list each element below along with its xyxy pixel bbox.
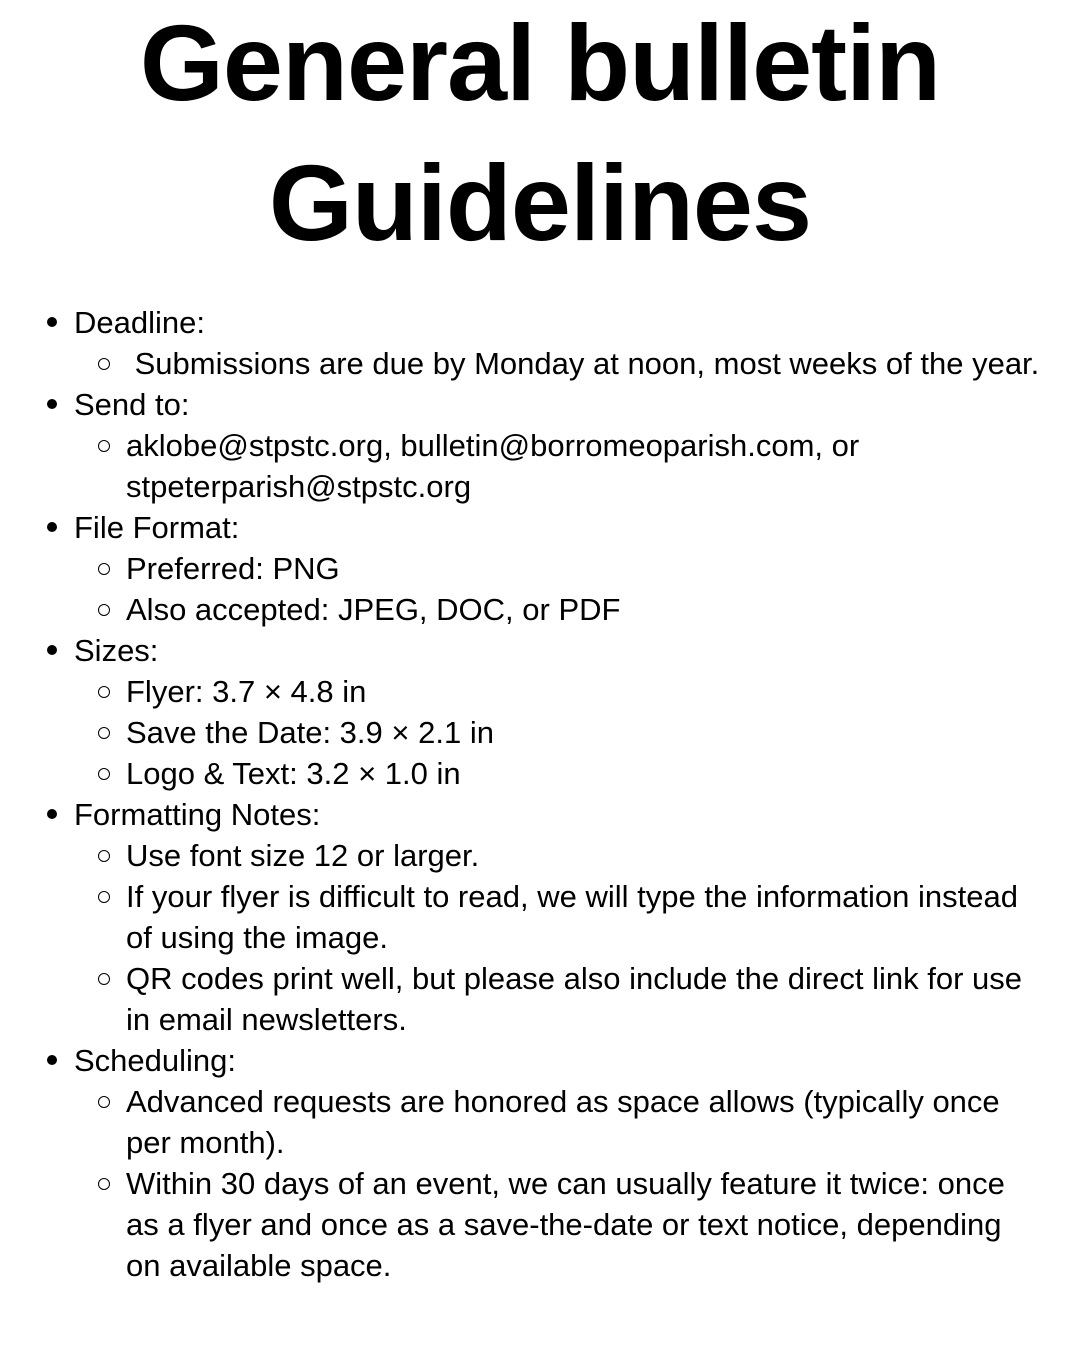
section-label — [0, 1040, 1044, 1081]
section-items — [0, 425, 1044, 507]
bullet-circle-icon — [98, 891, 110, 903]
guideline-item-text: Save the Date: 3.9 × 2.1 in — [126, 715, 494, 750]
guideline-item-text: QR codes print well, but please also include the direct link for use in email newsletters. — [126, 961, 1031, 1037]
section-label — [0, 507, 1044, 548]
section-label-text: Formatting Notes: — [74, 797, 321, 832]
bullet-circle-icon — [98, 1178, 110, 1190]
section-label — [0, 794, 1044, 835]
guideline-item-text: Flyer: 3.7 × 4.8 in — [126, 674, 367, 709]
guideline-item-text: If your flyer is difficult to read, we will type the information instead of using the image. — [126, 879, 1027, 955]
section-label-text: Sizes: — [74, 633, 159, 668]
guideline-section — [0, 384, 1044, 507]
bullet-circle-icon — [98, 727, 110, 739]
guideline-section — [0, 507, 1044, 630]
guideline-item-text: Logo & Text: 3.2 × 1.0 in — [126, 756, 461, 791]
guideline-item — [0, 1081, 1044, 1163]
guideline-section — [0, 630, 1044, 794]
guideline-item — [0, 425, 1044, 507]
page-title: General bulletin Guidelines — [139, 2, 941, 263]
guideline-item — [0, 712, 1044, 753]
bullet-circle-icon — [98, 358, 110, 370]
guideline-item — [0, 753, 1044, 794]
guideline-item — [0, 835, 1044, 876]
guideline-item-text: Advanced requests are honored as space allows (typically once per month). — [126, 1084, 1009, 1160]
bullet-circle-icon — [98, 563, 110, 575]
bullet-disc-icon — [47, 399, 57, 409]
guideline-item-text: Use font size 12 or larger. — [126, 838, 480, 873]
section-items — [0, 343, 1044, 384]
bullet-circle-icon — [98, 768, 110, 780]
section-label — [0, 384, 1044, 425]
bullet-circle-icon — [98, 604, 110, 616]
guideline-item — [0, 876, 1044, 958]
bullet-circle-icon — [98, 850, 110, 862]
guideline-item — [0, 958, 1044, 1040]
guideline-item — [0, 1163, 1044, 1286]
guideline-item — [0, 589, 1044, 630]
section-items — [0, 548, 1044, 630]
section-label-text: File Format: — [74, 510, 240, 545]
section-label-text: Deadline: — [74, 305, 205, 340]
section-items — [0, 671, 1044, 794]
bullet-disc-icon — [47, 317, 57, 327]
guideline-section — [0, 302, 1044, 384]
section-items — [0, 1081, 1044, 1286]
guideline-item-text: Also accepted: JPEG, DOC, or PDF — [126, 592, 621, 627]
guidelines-list — [0, 302, 1044, 1286]
guideline-item-text: Within 30 days of an event, we can usually feature it twice: once as a flyer and once as a save-the-date or text notice, depending on available space. — [126, 1166, 1014, 1283]
section-label-text: Send to: — [74, 387, 190, 422]
guideline-item-text: aklobe@stpstc.org, bulletin@borromeoparish.com, or stpeterparish@stpstc.org — [126, 428, 868, 504]
guideline-section — [0, 1040, 1044, 1286]
bullet-circle-icon — [98, 440, 110, 452]
bullet-circle-icon — [98, 686, 110, 698]
guideline-item-text: Submissions are due by Monday at noon, most weeks of the year. — [126, 346, 1040, 381]
guideline-section — [0, 794, 1044, 1040]
bullet-circle-icon — [98, 1096, 110, 1108]
section-items — [0, 835, 1044, 1040]
section-label-text: Scheduling: — [74, 1043, 237, 1078]
guideline-item-text: Preferred: PNG — [126, 551, 340, 586]
section-label — [0, 630, 1044, 671]
bullet-disc-icon — [47, 645, 57, 655]
bullet-circle-icon — [98, 973, 110, 985]
bullet-disc-icon — [47, 522, 57, 532]
guideline-item — [0, 671, 1044, 712]
bullet-disc-icon — [47, 1055, 57, 1065]
section-label — [0, 302, 1044, 343]
guideline-item — [0, 343, 1044, 384]
bullet-disc-icon — [47, 809, 57, 819]
guideline-item — [0, 548, 1044, 589]
